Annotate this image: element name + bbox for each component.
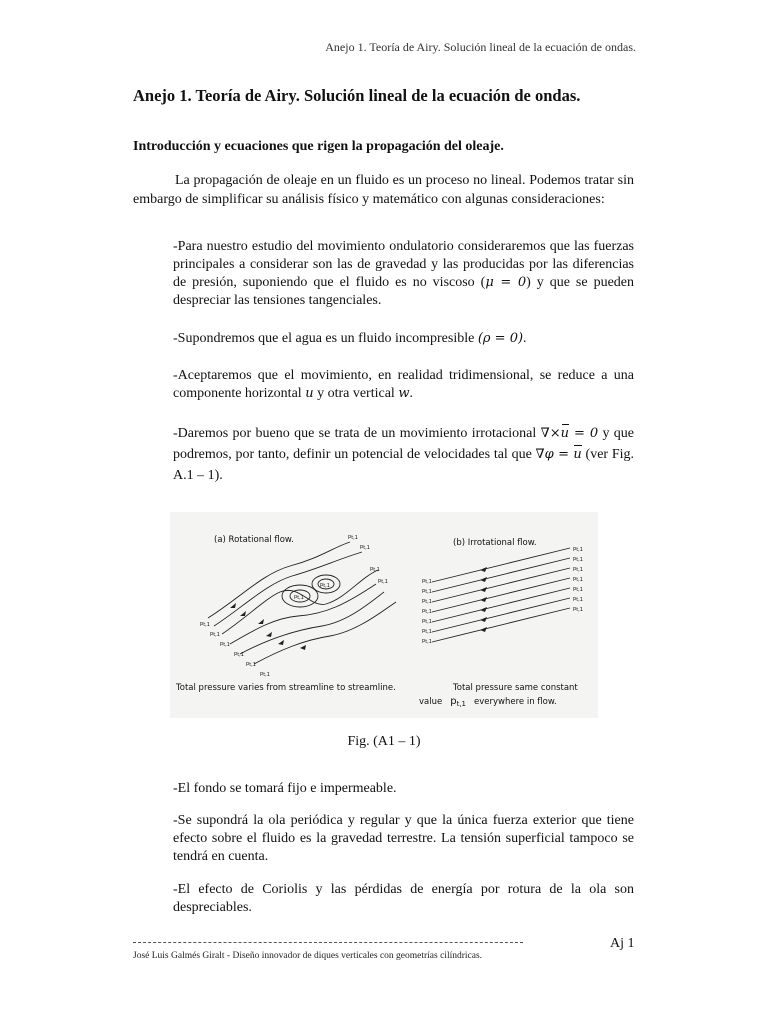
viscous-math: μ = 0	[485, 275, 527, 290]
item-periodic: -Se supondrá la ola periódica y regular y que la única fuerza exterior que tiene efecto sobre el fluido es la gravedad terrestre. La tensión superficial tampoco se tendrá en cuenta.	[173, 813, 634, 864]
intro-paragraph	[133, 171, 634, 209]
streamline-b4	[432, 578, 570, 612]
viscous-text-end: ) y que se pueden despreciar las tensiones tangenciales.	[173, 275, 634, 308]
incompressible-text: -Supondremos que el agua es un fluido incompresible	[173, 331, 475, 346]
label-b-right-4: pt,1	[573, 576, 583, 583]
components-u: u	[305, 386, 314, 401]
rotational-streamlines	[208, 542, 396, 664]
panel-b-caption-line2: value $p_{t,1}$ everywhere in flow.	[419, 696, 557, 708]
label-a-2: pt,1	[210, 631, 220, 638]
velocity-vector: u	[561, 423, 569, 444]
item-viscous	[173, 238, 634, 310]
running-head: Anejo 1. Teoría de Airy. Solución lineal de la ecuación de ondas.	[325, 40, 636, 54]
section-heading: Introducción y ecuaciones que rigen la propagación del oleaje.	[133, 139, 504, 154]
label-a-top-4: pt,1	[378, 578, 388, 585]
streamline-b6	[432, 598, 570, 632]
label-a-top-3: pt,1	[370, 566, 380, 573]
panel-a-title: (a) Rotational flow.	[214, 535, 294, 545]
streamline-a1	[208, 542, 350, 618]
streamline-b7	[432, 608, 570, 642]
item-coriolis: -El efecto de Coriolis y las pérdidas de energía por rotura de la ola son despreciables.	[173, 882, 634, 915]
irrotational-text: -Daremos por bueno que se trata de un movimiento irrotacional	[173, 426, 537, 441]
label-b-left-6: pt,1	[422, 628, 432, 635]
arrow-a5	[278, 640, 284, 645]
label-b-right-1: pt,1	[573, 546, 583, 553]
gradient-phi: ∇φ =	[535, 447, 574, 462]
label-b-right-3: pt,1	[573, 566, 583, 573]
arrow-a2	[240, 611, 246, 616]
figure-caption: Fig. (A1 – 1)	[347, 734, 421, 749]
components-text: -Aceptaremos que el movimiento, en realidad tridimensional, se reduce a una componente horizontal	[173, 368, 634, 401]
components-w: w	[398, 386, 410, 401]
incompressible-end: .	[523, 331, 527, 346]
curl-operator: ∇×	[540, 426, 561, 441]
flow-figure	[170, 512, 598, 718]
footer-divider	[133, 942, 523, 943]
arrow-a1	[230, 603, 236, 608]
streamline-a2	[214, 552, 362, 626]
panel-b-caption-line1: Total pressure same constant	[453, 683, 578, 693]
intro-text: La propagación de oleaje en un fluido es un proceso no lineal. Podemos tratar sin embargo de simplificar su análisis físico y matemático con algunas consideraciones:	[133, 173, 634, 207]
components-mid: y otra vertical	[317, 386, 395, 401]
incompressible-math: (ρ = 0)	[477, 331, 524, 346]
rotational-arrows	[230, 603, 306, 650]
streamline-b1	[432, 548, 570, 582]
flow-diagram	[170, 512, 598, 718]
components-end: .	[409, 386, 413, 401]
label-b-left-3: pt,1	[422, 598, 432, 605]
streamline-b2	[432, 558, 570, 592]
potential-math	[536, 447, 582, 462]
page-number: Aj 1	[610, 936, 635, 951]
viscous-text: -Para nuestro estudio del movimiento ondulatorio consideraremos que las fuerzas principales a considerar son las de gravedad y las producidas por las diferencias de presión, suponiendo que el fluido es no viscoso (	[173, 239, 634, 290]
arrow-a4	[266, 632, 272, 637]
label-b-left-4: pt,1	[422, 608, 432, 615]
item-irrotational	[173, 423, 634, 486]
streamline-b3	[432, 568, 570, 602]
label-a-6: pt,1	[260, 671, 270, 678]
arrow-a6	[300, 645, 306, 650]
irrotational-math	[541, 426, 598, 441]
label-a-3: pt,1	[220, 641, 230, 648]
curl-zero: = 0	[568, 426, 599, 441]
streamline-a4	[230, 584, 376, 644]
label-b-right-5: pt,1	[573, 586, 583, 593]
label-eddy-2: pt,1	[320, 582, 330, 589]
potential-velocity-vector: u	[573, 444, 581, 465]
label-a-1: pt,1	[200, 621, 210, 628]
label-a-5: pt,1	[246, 661, 256, 668]
irrotational-end: (ver Fig. A.1 – 1).	[173, 447, 634, 483]
label-b-right-7: pt,1	[573, 606, 583, 613]
page-title: Anejo 1. Teoría de Airy. Solución lineal de la ecuación de ondas.	[133, 86, 581, 105]
label-b-right-6: pt,1	[573, 596, 583, 603]
label-b-right-2: pt,1	[573, 556, 583, 563]
irrotational-streamlines	[432, 548, 570, 642]
item-incompressible	[173, 330, 634, 348]
panel-a-caption: Total pressure varies from streamline to streamline.	[176, 683, 396, 693]
streamline-b5	[432, 588, 570, 622]
item-bottom: -El fondo se tomará fijo e impermeable.	[173, 781, 397, 796]
label-b-left-7: pt,1	[422, 638, 432, 645]
label-b-left-2: pt,1	[422, 588, 432, 595]
label-a-top-1: pt,1	[348, 534, 358, 541]
label-a-4: pt,1	[234, 651, 244, 658]
irrotational-mid: y que podremos, por tanto, definir un potencial de velocidades tal que	[173, 426, 634, 462]
item-components	[173, 367, 634, 403]
footer-author-line: José Luis Galmés Giralt - Diseño innovador de diques verticales con geometrías cilíndricas.	[133, 951, 483, 961]
label-a-top-2: pt,1	[360, 544, 370, 551]
panel-b-title: (b) Irrotational flow.	[453, 538, 537, 548]
label-eddy-1: pt,1	[294, 594, 304, 601]
label-b-left-1: pt,1	[422, 578, 432, 585]
arrow-a3	[258, 619, 264, 624]
label-b-left-5: pt,1	[422, 618, 432, 625]
